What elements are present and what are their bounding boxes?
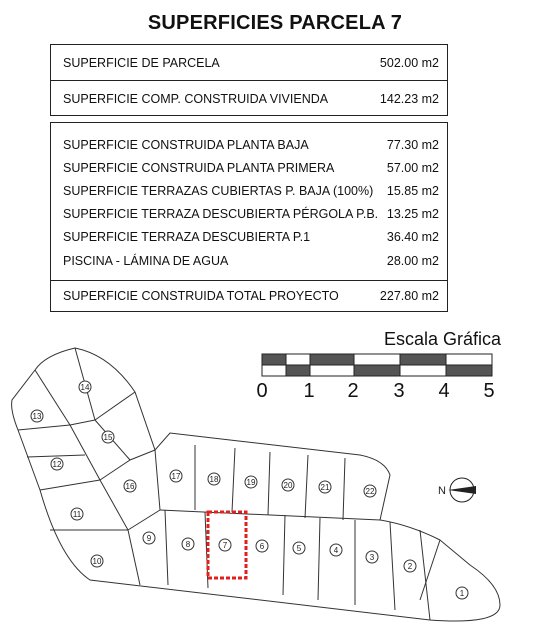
row-value: 36.40 m2 — [386, 230, 439, 244]
lot-label-6 — [256, 540, 268, 552]
lot-label-3 — [366, 551, 378, 563]
lot-label-19 — [245, 476, 257, 488]
lot-label-5 — [293, 542, 305, 554]
lot-label-12 — [51, 458, 63, 470]
row-label: SUPERFICIE TERRAZA DESCUBIERTA P.1 — [63, 230, 311, 244]
svg-text:11: 11 — [72, 510, 82, 519]
lot-label-21 — [319, 481, 331, 493]
scale-label-2: 2 — [347, 380, 359, 402]
row-value: 13.25 m2 — [386, 207, 439, 221]
scale-label-0: 0 — [256, 380, 268, 402]
svg-text:13: 13 — [32, 412, 42, 421]
row-label: SUPERFICIE TERRAZA DESCUBIERTA PÉRGOLA P.B. — [63, 207, 379, 221]
svg-text:1: 1 — [459, 589, 465, 598]
row-label: SUPERFICIE TERRAZAS CUBIERTAS P. BAJA (100%) — [63, 184, 374, 198]
scale-title: Escala Gráfica — [384, 329, 502, 349]
svg-text:8: 8 — [185, 540, 191, 549]
row-value: 57.00 m2 — [386, 161, 439, 175]
svg-text:21: 21 — [320, 483, 330, 492]
svg-text:12: 12 — [52, 460, 62, 469]
svg-text:18: 18 — [209, 475, 219, 484]
lot-label-22 — [364, 485, 376, 497]
row-label: SUPERFICIE CONSTRUIDA PLANTA PRIMERA — [63, 161, 335, 175]
lot-label-8 — [182, 538, 194, 550]
lot-label-11 — [71, 508, 83, 520]
row-value: 142.23 m2 — [379, 92, 439, 106]
row-value: 227.80 m2 — [379, 289, 439, 303]
svg-text:2: 2 — [407, 562, 413, 571]
row-label: SUPERFICIE DE PARCELA — [63, 56, 220, 70]
lot-label-1 — [456, 587, 468, 599]
lot-labels — [31, 381, 468, 599]
lot-label-4 — [330, 544, 342, 556]
north-label: N — [438, 485, 446, 497]
page-title: SUPERFICIES PARCELA 7 — [147, 12, 403, 34]
svg-text:19: 19 — [246, 478, 256, 487]
scale-label-1: 1 — [303, 380, 315, 402]
scale-label-3: 3 — [393, 380, 405, 402]
row-label: SUPERFICIE CONSTRUIDA PLANTA BAJA — [63, 138, 309, 152]
scale-label-4: 4 — [438, 380, 450, 402]
lot-label-14 — [79, 381, 91, 393]
row-value: 28.00 m2 — [386, 254, 439, 268]
svg-text:4: 4 — [333, 546, 339, 555]
row-label: PISCINA - LÁMINA DE AGUA — [63, 254, 229, 268]
svg-text:14: 14 — [80, 383, 90, 392]
svg-text:7: 7 — [222, 541, 228, 550]
svg-text:20: 20 — [283, 481, 293, 490]
scale-bar — [262, 354, 492, 376]
lot-label-18 — [208, 473, 220, 485]
lot-label-7 — [219, 539, 231, 551]
svg-text:3: 3 — [369, 553, 375, 562]
svg-text:15: 15 — [103, 433, 113, 442]
svg-text:5: 5 — [296, 544, 302, 553]
svg-text:22: 22 — [365, 487, 375, 496]
row-label: SUPERFICIE CONSTRUIDA TOTAL PROYECTO — [63, 289, 339, 303]
scale-label-5: 5 — [483, 380, 495, 402]
lot-label-9 — [143, 532, 155, 544]
row-label: SUPERFICIE COMP. CONSTRUIDA VIVIENDA — [63, 92, 329, 106]
lot-label-17 — [170, 470, 182, 482]
svg-text:16: 16 — [125, 482, 135, 491]
row-value: 502.00 m2 — [379, 56, 439, 70]
lot-label-15 — [102, 431, 114, 443]
lot-label-13 — [31, 410, 43, 422]
lot-label-16 — [124, 480, 136, 492]
lot-label-2 — [404, 560, 416, 572]
lot-label-20 — [282, 479, 294, 491]
row-value: 77.30 m2 — [386, 138, 439, 152]
svg-text:17: 17 — [171, 472, 181, 481]
lot-label-10 — [91, 555, 103, 567]
svg-text:9: 9 — [146, 534, 152, 543]
svg-text:6: 6 — [259, 542, 265, 551]
row-value: 15.85 m2 — [386, 184, 439, 198]
svg-text:10: 10 — [92, 557, 102, 566]
north-arrow-icon — [438, 478, 476, 502]
